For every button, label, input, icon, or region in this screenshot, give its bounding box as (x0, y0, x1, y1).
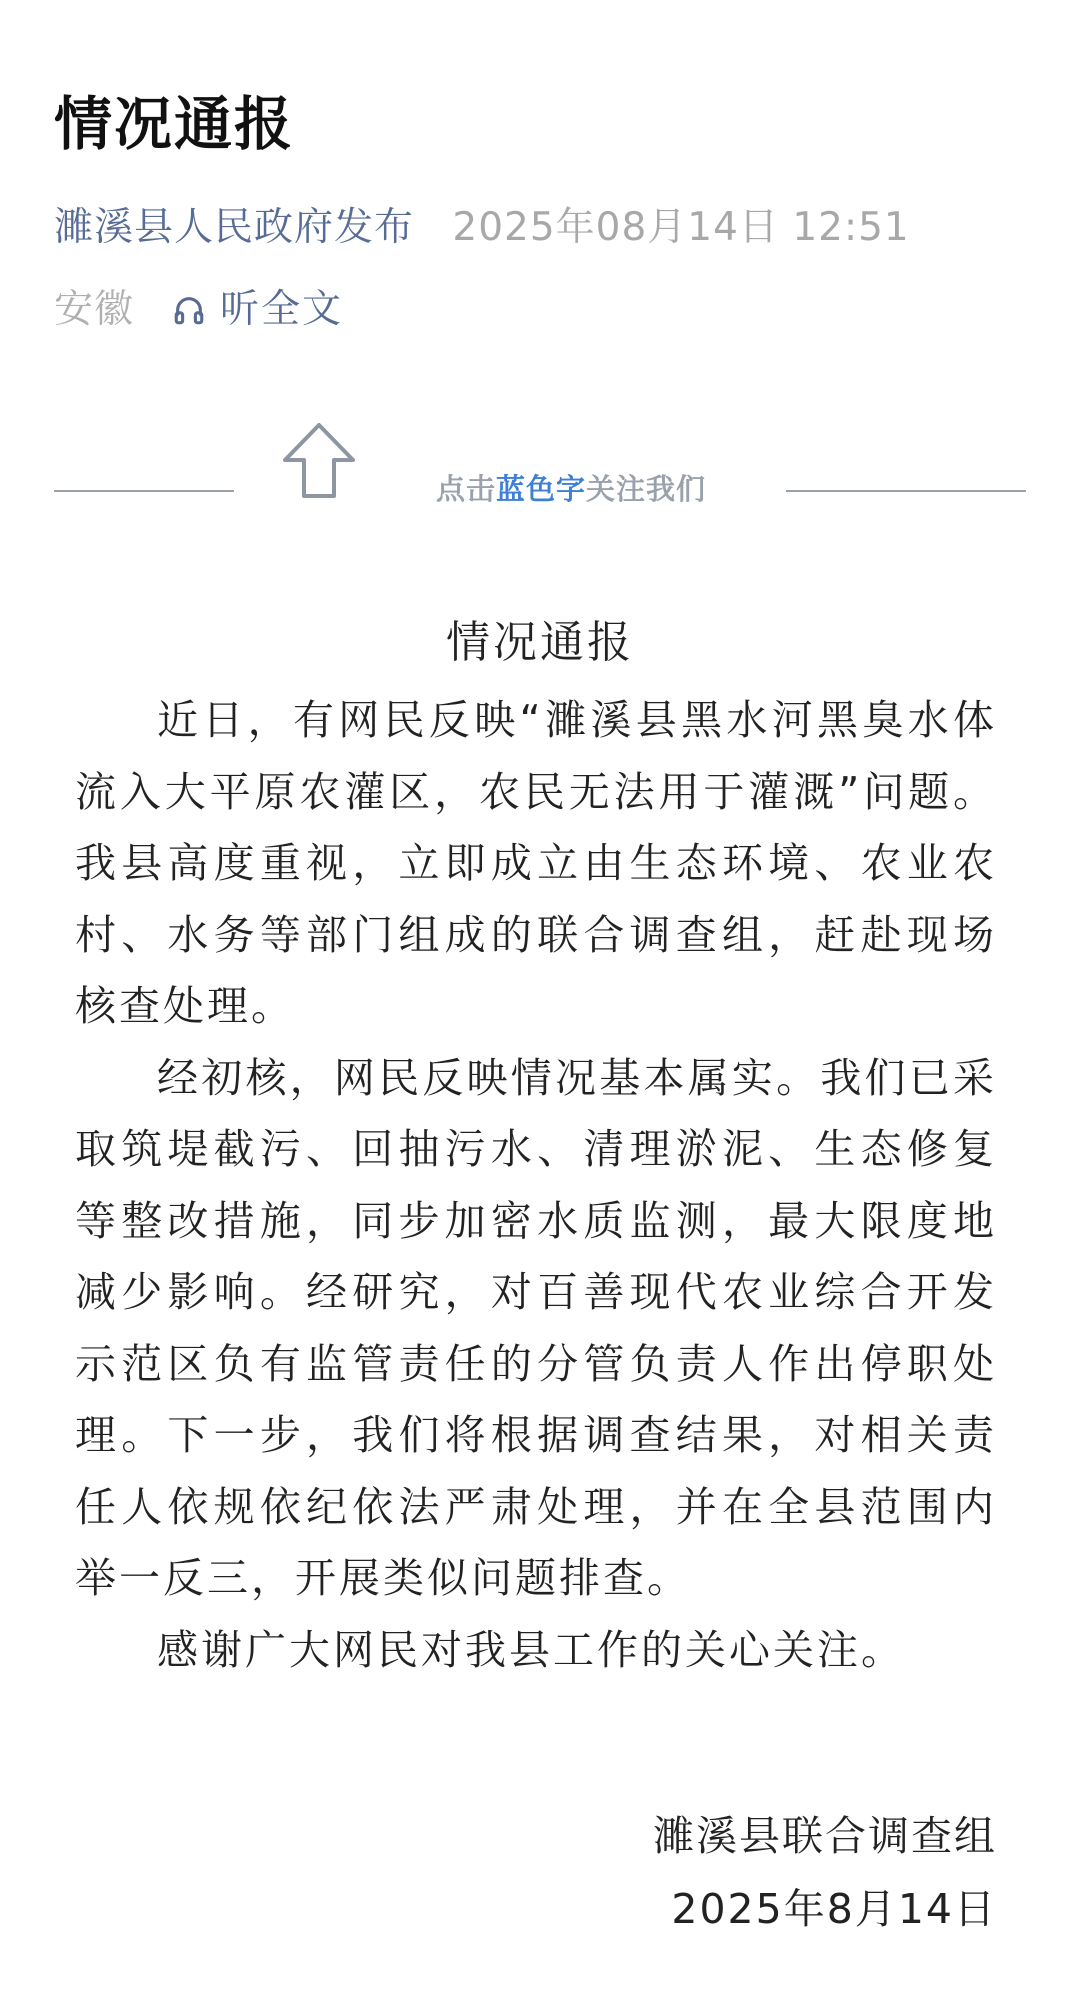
content-heading: 情况通报 (446, 617, 634, 668)
paragraph: 近日，有网民反映“濉溪县黑水河黑臭水体流入大平原农灌区，农民无法用于灌溉”问题。我县高度重视，立即成立由生态环境、农业农村、水务等部门组成的联合调查组，赶赴现场核查处理。 (75, 696, 997, 1030)
signature-org: 濉溪县联合调查组 (653, 1812, 997, 1860)
listen-full-text-button[interactable] (172, 280, 343, 340)
divider-left (54, 490, 234, 492)
follow-text-suffix: 关注我们 (586, 472, 707, 506)
signature-date: 2025年8月14日 (671, 1885, 997, 1933)
divider-right (786, 490, 1026, 492)
headphones-icon (172, 293, 206, 327)
paragraph: 经初核，网民反映情况基本属实。我们已采取筑堤截污、回抽污水、清理淤泥、生态修复等整改措施，同步加密水质监测，最大限度地减少影响。经研究，对百善现代农业综合开发示范区负有监管责任的分管负责人作出停职处理。下一步，我们将根据调查结果，对相关责任人依规依纪依法严肃处理，并在全县范围内举一反三，开展类似问题排查。 (75, 1053, 997, 1602)
up-arrow-icon (279, 420, 359, 502)
follow-text-prefix: 点击 (436, 472, 497, 506)
follow-text-highlight: 蓝色字 (496, 472, 587, 506)
publish-date: 2025年08月14日 12:51 (452, 205, 910, 250)
region-label: 安徽 (54, 287, 135, 332)
article-meta-secondary (54, 280, 343, 340)
follow-banner[interactable] (54, 420, 1026, 520)
follow-text (436, 464, 706, 514)
paragraph: 感谢广大网民对我县工作的关心关注。 (157, 1625, 905, 1674)
signature-block (653, 1800, 997, 1946)
article-body (75, 685, 997, 1686)
article-title: 情况通报 (54, 90, 295, 158)
publisher-link[interactable]: 濉溪县人民政府发布 (54, 205, 415, 250)
listen-label: 听全文 (220, 287, 344, 332)
article-meta (54, 198, 910, 258)
